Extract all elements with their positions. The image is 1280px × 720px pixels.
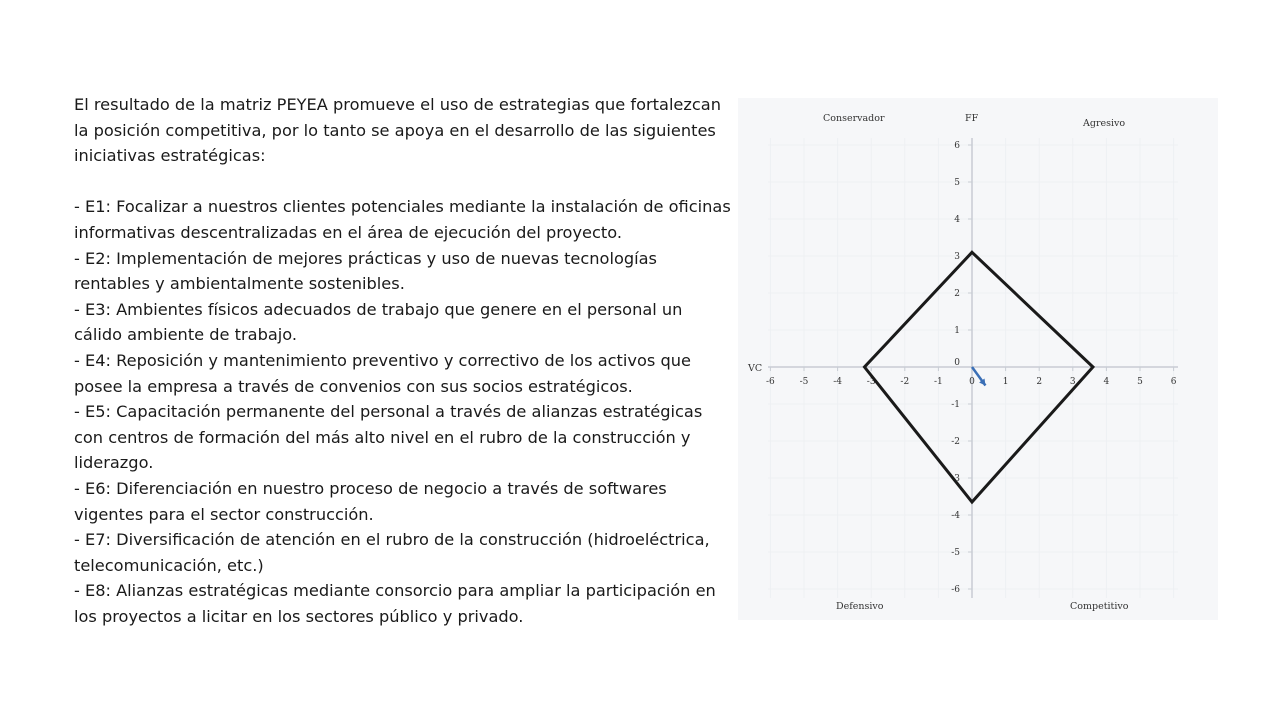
y-tick-label: -4 — [951, 511, 960, 521]
y-tick-label: -3 — [951, 474, 960, 484]
x-tick-label: -5 — [799, 377, 809, 387]
y-tick-label: -5 — [951, 548, 960, 558]
peyea-matrix — [738, 98, 1218, 620]
intro-paragraph: El resultado de la matriz PEYEA promueve el uso de estrategias que fortalezcan la posición competitiva, por lo tanto se apoya en el desarrollo de las siguientes iniciativas estratégicas: — [74, 95, 721, 166]
x-tick-label: -2 — [900, 377, 910, 387]
y-tick-label: 3 — [954, 252, 960, 262]
matrix-background — [738, 98, 1218, 620]
quadrant-label-competitivo: Competitivo — [1070, 601, 1129, 612]
y-tick-label: -6 — [951, 585, 960, 595]
y-tick-label: -2 — [951, 437, 960, 447]
quadrant-label-defensivo: Defensivo — [836, 601, 884, 612]
y-tick-label: 4 — [954, 215, 960, 225]
x-tick-label: -3 — [866, 377, 876, 387]
strategy-e7: - E7: Diversificación de atención en el rubro de la construcción (hidroeléctrica, telecomunicación, etc.) — [74, 530, 710, 575]
strategy-e6: - E6: Diferenciación en nuestro proceso de negocio a través de softwares vigentes para el sector construcción. — [74, 478, 667, 524]
y-tick-label: 6 — [954, 141, 960, 151]
x-tick-label: 4 — [1103, 377, 1110, 387]
x-tick-label: 3 — [1069, 377, 1076, 387]
strategy-e1: - E1: Focalizar a nuestros clientes potenciales mediante la instalación de oficinas informativas descentralizadas en el área de ejecución del proyecto. — [74, 197, 731, 242]
quadrant-label-agresivo: Agresivo — [1083, 118, 1126, 129]
y-tick-label: -1 — [951, 400, 960, 410]
y-tick-label: 0 — [954, 358, 960, 368]
strategy-e2: - E2: Implementación de mejores prácticas y uso de nuevas tecnologías rentables y ambientalmente sostenibles. — [74, 248, 657, 294]
x-tick-label: 0 — [969, 377, 975, 387]
strategy-e3: - E3: Ambientes físicos adecuados de trabajo que genere en el personal un cálido ambiente de trabajo. — [74, 299, 683, 345]
y-tick-label: 2 — [954, 289, 960, 299]
strategy-e5: - E5: Capacitación permanente del personal a través de alianzas estratégicas con centros de formación del más alto nivel en el rubro de la construcción y liderazgo. — [74, 402, 703, 473]
strategy-e8: - E8: Alianzas estratégicas mediante consorcio para ampliar la participación en los proyectos a licitar en los sectores público y privado. — [74, 581, 716, 626]
strategy-e4: - E4: Reposición y mantenimiento preventivo y correctivo de los activos que posee la empresa a través de convenios con sus socios estratégicos. — [74, 350, 691, 396]
x-tick-label: 6 — [1170, 377, 1177, 387]
peyea-matrix-svg — [738, 98, 1218, 620]
x-tick-label: 1 — [1002, 377, 1009, 387]
quadrant-label-conservador: Conservador — [823, 113, 885, 124]
x-tick-label: 2 — [1036, 377, 1043, 387]
x-tick-label: -1 — [934, 377, 943, 387]
x-tick-label: -4 — [833, 377, 842, 387]
paragraph-gap — [74, 169, 734, 195]
x-tick-label: -6 — [766, 377, 775, 387]
x-axis-label: VC — [748, 363, 763, 374]
x-tick-label: 5 — [1137, 377, 1143, 387]
strategies-text — [74, 92, 734, 629]
y-tick-label: 5 — [954, 178, 960, 188]
y-tick-label: 1 — [954, 326, 960, 336]
y-axis-label: FF — [965, 113, 979, 124]
